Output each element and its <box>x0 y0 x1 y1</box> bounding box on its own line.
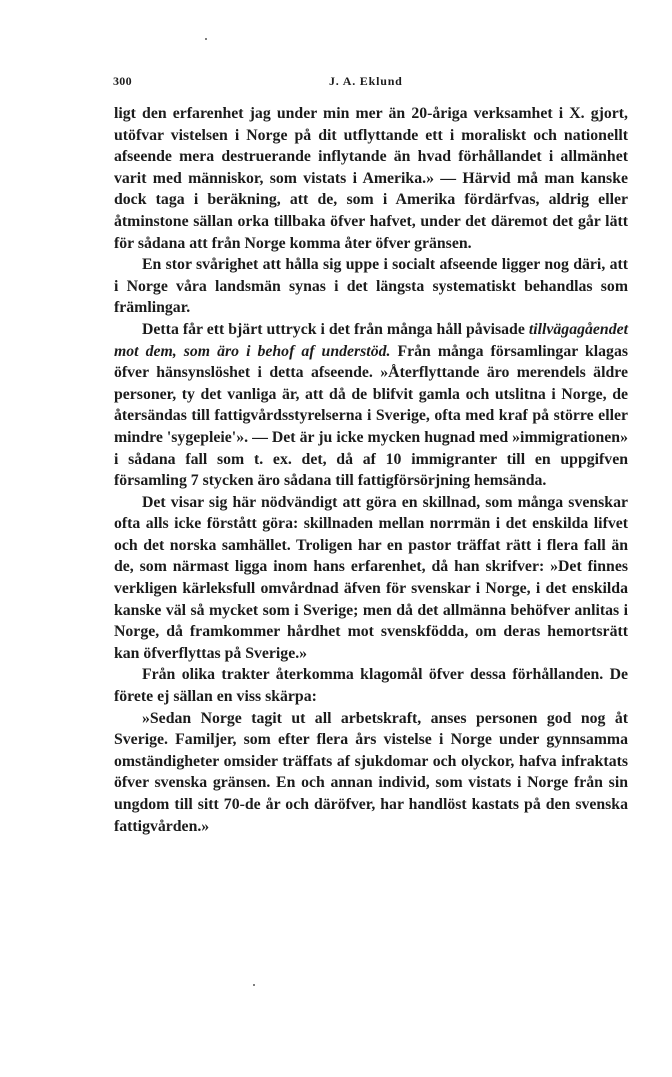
paragraph-text: Detta får ett bjärt uttryck i det från många håll påvisade <box>142 320 529 338</box>
quote-paragraph: »Sedan Norge tagit ut all arbetskraft, anses personen god nog åt Sverige. Familjer, som efter flera års vistelse i Norge under gynnsamma omständigheter omsider träffats af sjukdomar och olyckor, hafva infraktats öfver svenska gränsen. En och annan individ, som vistats i Norge från sin ungdom till sitt 70-de år och däröfver, har handlöst kastats på den svenska fattigvården.» <box>114 709 628 835</box>
paragraph-text: Från många församlingar klagas öfver hänsynslöshet i detta afseende. »Återflyttande äro merendels äldre personer, ty det vanliga är, att då de blifvit gamla och utslitna i Norge, de återsändas till fattigvårdsstyrelserna i Sverige, ofta med kraf på större eller mindre 'sygepleie'». — Det är ju icke mycken hugnad med »immigrationen» i sådana fall som t. ex. det, då af 10 immigranter till en uppgifven församling 7 stycken äro sådana till fattigförsörjning hemsända. <box>114 342 628 490</box>
page-header <box>0 74 672 96</box>
page-body <box>114 103 628 837</box>
ink-speck <box>253 984 255 986</box>
paragraph <box>114 319 628 492</box>
paragraph: ligt den erfarenhet jag under min mer än 20-åriga verksamhet i X. gjort, utöfvar vistelsen i Norge på dit utflyttande ett i moraliskt och nationellt afseende mera destruerande inflytande än hvad förhållandet i allmänhet varit med människor, som vistats i Amerika.» — Härvid må man kanske dock taga i beräkning, att de, som i Amerika fördärfvas, aldrig eller åtminstone sällan orka tillbaka öfver hafvet, under det däremot det går lätt för sådana att från Norge komma åter öfver gränsen. <box>114 105 628 252</box>
italic-phrase: tillvägagåendet mot dem, som äro i behof af understöd. <box>114 320 628 360</box>
paragraph: En stor svårighet att hålla sig uppe i socialt afseende ligger nog däri, att i Norge våra landsmän synas i det längsta systematiskt behandlas som främlingar. <box>114 256 628 317</box>
paragraph: Det visar sig här nödvändigt att göra en skillnad, som många svenskar ofta alls icke förstått göra: skillnaden mellan norrmän i det enskilda lifvet och det norska samhället. Troligen har en pastor träffat rätt i flera fall än de, som närmast ligga inom hans erfarenhet, då han skrifver: »Det finnes verkligen kärleksfull omvårdnad äfven för svenskar i Norge, i det enskilda kanske väl så mycket som i Sverige; men då det allmänna behöfver anlitas i Norge, då framkommer hårdhet mot svenskfödda, om deras hemortsrätt kan öfverflyttas på Sverige.» <box>114 493 628 662</box>
paragraph: Från olika trakter återkomma klagomål öfver dessa förhållanden. De förete ej sällan en viss skärpa: <box>114 666 628 706</box>
ink-speck <box>205 38 207 40</box>
running-head: J. A. Eklund <box>329 74 403 88</box>
page-number: 300 <box>113 74 132 88</box>
